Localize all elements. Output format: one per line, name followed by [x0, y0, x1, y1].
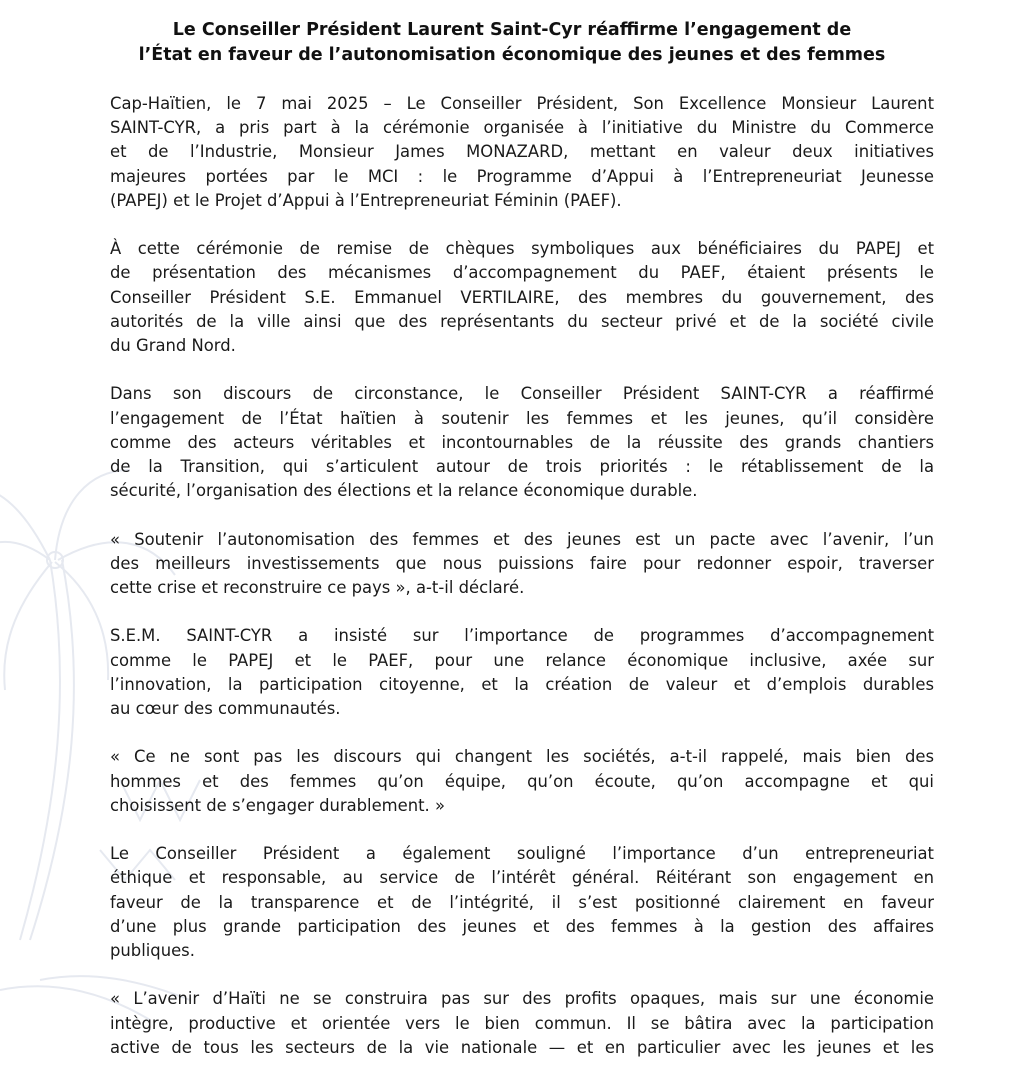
text-line: « L’avenir d’Haïti ne se construira pas sur des profits opaques, mais sur une économie	[110, 989, 934, 1009]
paragraph-quote-1	[110, 528, 934, 601]
text-line: cette crise et reconstruire ce pays », a-t-il déclaré.	[110, 578, 525, 598]
text-line: faveur de la transparence et de l’intégrité, il s’est positionné clairement en faveur	[110, 892, 934, 912]
text-line: hommes et des femmes qu’on équipe, qu’on écoute, qu’on accompagne et qui	[110, 771, 934, 791]
headline-line: l’État en faveur de l’autonomisation économique des jeunes et des femmes	[138, 45, 886, 65]
article-body	[110, 92, 934, 1084]
text-line: des meilleurs investissements que nous puissions faire pour redonner espoir, traverser	[110, 553, 934, 573]
text-line: comme des acteurs véritables et incontournables de la réussite des grands chantiers	[110, 432, 934, 452]
paragraph-programs	[110, 624, 934, 721]
text-line: comme le PAPEJ et le PAEF, pour une relance économique inclusive, axée sur	[110, 650, 934, 670]
text-line: au cœur des communautés.	[110, 699, 341, 719]
paragraph-quote-2	[110, 745, 934, 818]
text-line: de la Transition, qui s’articulent autour de trois priorités : le rétablissement de la	[110, 457, 934, 477]
text-line: autorités de la ville ainsi que des représentants du secteur privé et de la société civile	[110, 311, 934, 331]
text-line: publiques.	[110, 941, 195, 961]
text-line: « Soutenir l’autonomisation des femmes et des jeunes est un pacte avec l’avenir, l’un	[110, 529, 934, 549]
headline-line: Le Conseiller Président Laurent Saint-Cyr réaffirme l’engagement de	[172, 20, 852, 40]
text-line: majeures portées par le MCI : le Programme d’Appui à l’Entrepreneuriat Jeunesse	[110, 166, 934, 186]
paragraph-quote-3	[110, 987, 934, 1060]
text-line: et de l’Industrie, Monsieur James MONAZARD, mettant en valeur deux initiatives	[110, 142, 934, 162]
text-line: (PAPEJ) et le Projet d’Appui à l’Entrepreneuriat Féminin (PAEF).	[110, 190, 622, 210]
paragraph-intro	[110, 92, 934, 213]
text-line: À cette cérémonie de remise de chèques symboliques aux bénéficiaires du PAPEJ et	[110, 239, 934, 259]
paragraph-speech	[110, 382, 934, 503]
text-line: Dans son discours de circonstance, le Conseiller Président SAINT-CYR a réaffirmé	[110, 384, 934, 404]
text-line: intègre, productive et orientée vers le bien commun. Il se bâtira avec la participation	[110, 1013, 934, 1033]
text-line: « Ce ne sont pas les discours qui changent les sociétés, a-t-il rappelé, mais bien des	[110, 747, 934, 767]
text-line: sécurité, l’organisation des élections et la relance économique durable.	[110, 481, 698, 501]
text-line: choisissent de s’engager durablement. »	[110, 795, 445, 815]
text-line: du Grand Nord.	[110, 336, 236, 356]
text-line: Conseiller Président S.E. Emmanuel VERTILAIRE, des membres du gouvernement, des	[110, 287, 934, 307]
paragraph-attendees	[110, 237, 934, 358]
text-line: active de tous les secteurs de la vie nationale — et en particulier avec les jeunes et les	[110, 1037, 934, 1057]
text-line: éthique et responsable, au service de l’intérêt général. Réitérant son engagement en	[110, 868, 934, 888]
text-line: d’une plus grande participation des jeunes et des femmes à la gestion des affaires	[110, 916, 934, 936]
text-line: l’engagement de l’État haïtien à soutenir les femmes et les jeunes, qu’il considère	[110, 408, 934, 428]
text-line: Cap-Haïtien, le 7 mai 2025 – Le Conseiller Président, Son Excellence Monsieur Laurent	[110, 94, 934, 113]
text-line: SAINT-CYR, a pris part à la cérémonie organisée à l’initiative du Ministre du Commerce	[110, 118, 934, 138]
text-line: l’innovation, la participation citoyenne, et la création de valeur et d’emplois durables	[110, 674, 934, 694]
text-line: de présentation des mécanismes d’accompagnement du PAEF, étaient présents le	[110, 263, 934, 283]
text-line: S.E.M. SAINT-CYR a insisté sur l’importance de programmes d’accompagnement	[110, 626, 934, 646]
paragraph-ethics	[110, 842, 934, 963]
text-line: Le Conseiller Président a également souligné l’importance d’un entrepreneuriat	[110, 844, 934, 864]
headline	[110, 18, 914, 68]
